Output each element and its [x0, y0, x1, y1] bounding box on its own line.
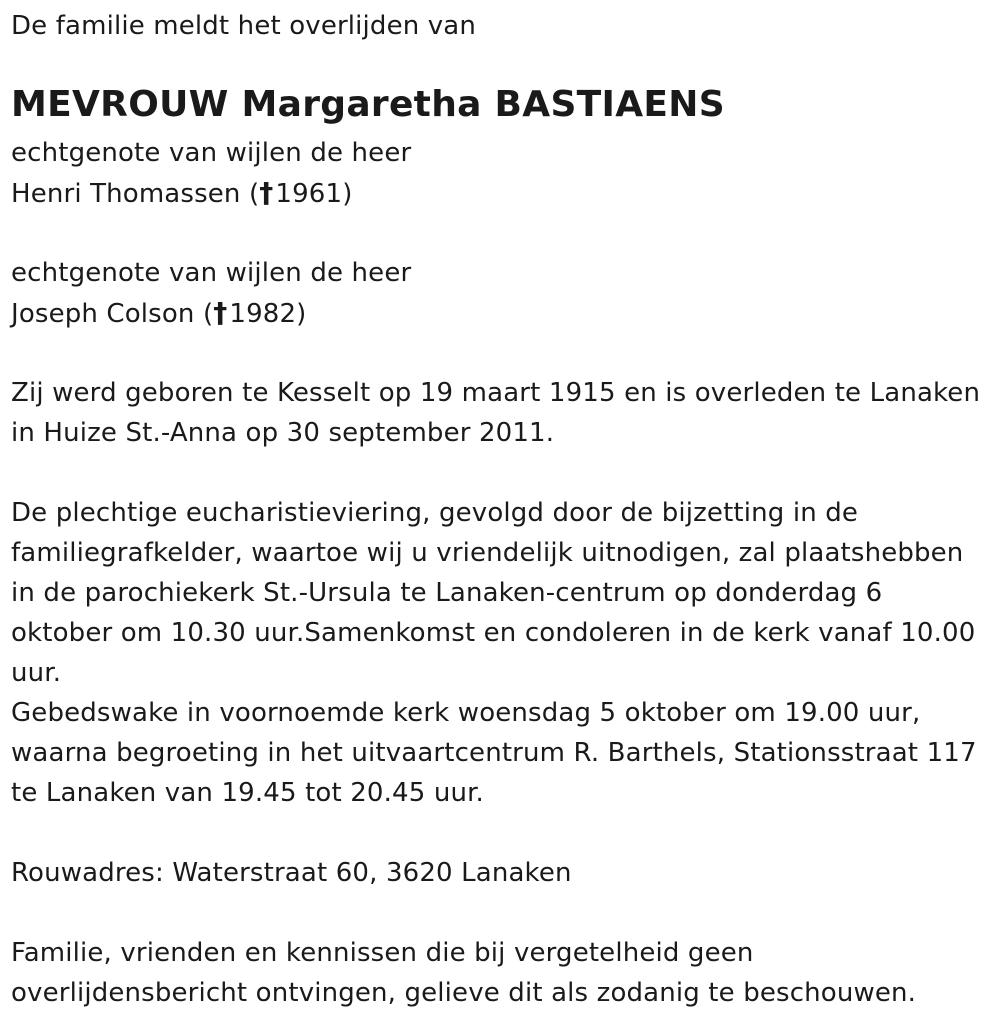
paragraph-line: in Huize St.-Anna op 30 september 2011. — [11, 418, 555, 448]
paragraph-line: oktober om 10.30 uur.Samenkomst en condoleren in de kerk vanaf 10.00 — [11, 618, 976, 648]
spouse-name: Joseph Colson ( — [11, 299, 214, 329]
closing-paragraph — [11, 933, 916, 1013]
address-line: Rouwadres: Waterstraat 60, 3620 Lanaken — [11, 858, 572, 888]
paragraph-line: in de parochiekerk St.-Ursula te Lanaken-centrum op donderdag 6 — [11, 578, 883, 608]
spouse-name-line — [11, 173, 411, 213]
spouse-name: Henri Thomassen ( — [11, 179, 260, 209]
paragraph-line: familiegrafkelder, waartoe wij u vriendelijk uitnodigen, zal plaatshebben — [11, 538, 964, 568]
paragraph-line: overlijdensbericht ontvingen, gelieve dit als zodanig te beschouwen. — [11, 978, 917, 1008]
paragraph-line: Familie, vrienden en kennissen die bij vergetelheid geen — [11, 938, 754, 968]
paragraph-line: uur. — [11, 658, 62, 688]
birth-death-paragraph — [11, 373, 980, 453]
cross-icon: † — [259, 176, 274, 209]
paragraph-line: waarna begroeting in het uitvaartcentrum R. Barthels, Stationsstraat 117 — [11, 738, 977, 768]
death-year: 1961) — [275, 179, 353, 209]
cross-icon: † — [213, 296, 228, 329]
paragraph-line: te Lanaken van 19.45 tot 20.45 uur. — [11, 778, 484, 808]
paragraph-line: De plechtige eucharistieviering, gevolgd door de bijzetting in de — [11, 498, 859, 528]
death-year: 1982) — [229, 299, 307, 329]
ceremony-paragraph — [11, 493, 977, 813]
mourning-address — [11, 853, 572, 893]
intro-text: De familie meldt het overlijden van — [11, 11, 477, 41]
spouse-relation: echtgenote van wijlen de heer — [11, 138, 412, 168]
spouse-block-2 — [11, 253, 411, 333]
spouse-relation: echtgenote van wijlen de heer — [11, 258, 412, 288]
paragraph-line: Gebedswake in voornoemde kerk woensdag 5 oktober om 19.00 uur, — [11, 698, 921, 728]
deceased-name: MEVROUW Margaretha BASTIAENS — [11, 84, 725, 125]
paragraph-line: Zij werd geboren te Kesselt op 19 maart 1915 en is overleden te Lanaken — [11, 378, 981, 408]
spouse-name-line — [11, 293, 411, 333]
spouse-block-1 — [11, 133, 411, 213]
